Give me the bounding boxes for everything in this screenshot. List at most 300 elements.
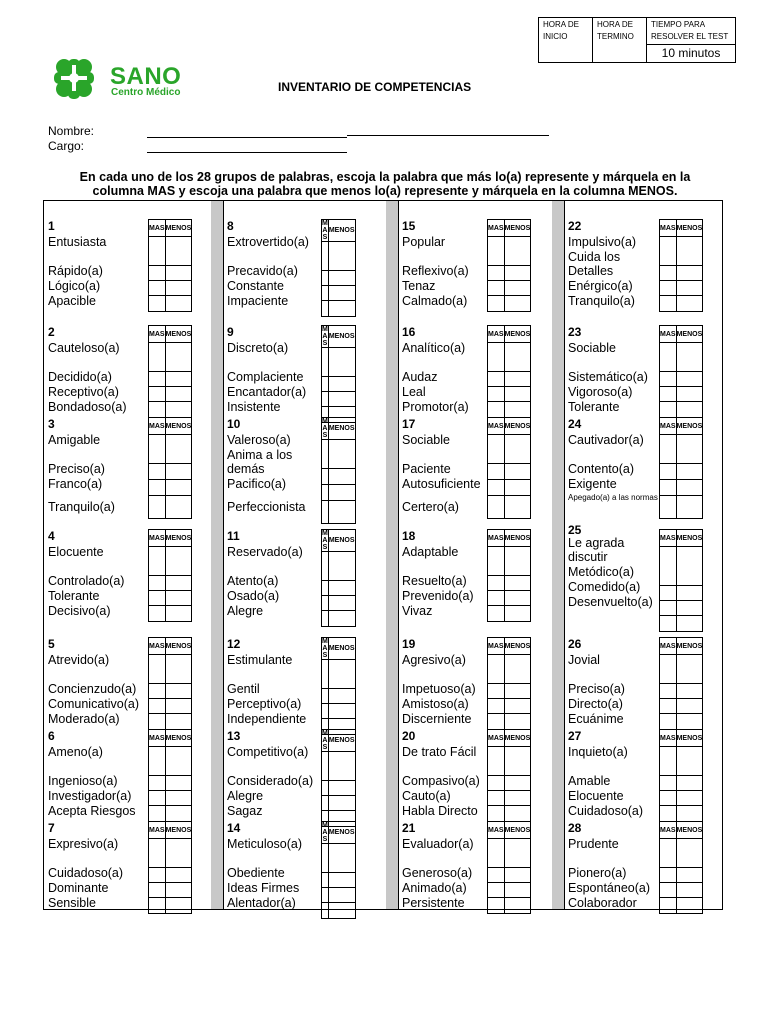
word-option: Ingenioso(a) xyxy=(48,774,118,788)
mas-checkbox[interactable] xyxy=(660,237,677,266)
word-option: Calmado(a) xyxy=(402,294,468,308)
menos-checkbox[interactable] xyxy=(165,606,192,622)
menos-checkbox[interactable] xyxy=(676,496,703,519)
mas-checkbox[interactable] xyxy=(149,281,166,296)
mas-header: MA S xyxy=(322,822,328,843)
mas-checkbox[interactable] xyxy=(322,392,329,407)
mas-checkbox[interactable] xyxy=(322,377,329,392)
menos-checkbox[interactable] xyxy=(328,781,355,796)
name-line-2[interactable] xyxy=(347,135,549,136)
answer-boxes xyxy=(148,637,192,730)
menos-checkbox[interactable] xyxy=(328,469,355,485)
menos-checkbox[interactable] xyxy=(676,586,703,601)
mas-header: MAS xyxy=(488,220,505,237)
group-number: 16 xyxy=(402,325,416,339)
mas-checkbox[interactable] xyxy=(149,496,166,519)
menos-checkbox[interactable] xyxy=(328,501,355,524)
menos-checkbox[interactable] xyxy=(504,496,531,519)
mas-checkbox[interactable] xyxy=(488,839,505,868)
word-option: Bondadoso(a) xyxy=(48,400,127,414)
menos-checkbox[interactable] xyxy=(676,699,703,714)
mas-checkbox[interactable] xyxy=(660,791,677,806)
menos-checkbox[interactable] xyxy=(504,747,531,776)
word-option: Espontáneo(a) xyxy=(568,881,651,895)
mas-checkbox[interactable] xyxy=(322,485,329,501)
answer-boxes xyxy=(321,821,356,919)
menos-checkbox[interactable] xyxy=(165,480,192,496)
menos-checkbox[interactable] xyxy=(328,552,355,581)
word-option: Apegado(a) a las normas xyxy=(568,493,658,502)
mas-checkbox[interactable] xyxy=(322,301,329,317)
menos-checkbox[interactable] xyxy=(676,898,703,914)
word-option: Decidido(a) xyxy=(48,370,112,384)
mas-checkbox[interactable] xyxy=(322,611,329,627)
menos-checkbox[interactable] xyxy=(328,271,355,286)
menos-checkbox[interactable] xyxy=(676,747,703,776)
mas-checkbox[interactable] xyxy=(488,747,505,776)
menos-header: MENOS xyxy=(676,418,703,435)
mas-checkbox[interactable] xyxy=(322,271,329,286)
menos-checkbox[interactable] xyxy=(165,714,192,730)
menos-checkbox[interactable] xyxy=(504,898,531,914)
word-option: Anima a los demás xyxy=(227,448,293,476)
word-option: Resuelto(a) xyxy=(402,574,467,588)
menos-checkbox[interactable] xyxy=(165,435,192,464)
menos-checkbox[interactable] xyxy=(676,791,703,806)
word-option: Tranquilo(a) xyxy=(48,500,115,514)
menos-checkbox[interactable] xyxy=(328,440,355,469)
word-option: Adaptable xyxy=(402,545,459,559)
menos-checkbox[interactable] xyxy=(328,581,355,596)
menos-checkbox[interactable] xyxy=(504,576,531,591)
mas-checkbox[interactable] xyxy=(149,576,166,591)
menos-checkbox[interactable] xyxy=(676,806,703,822)
mas-checkbox[interactable] xyxy=(149,464,166,480)
menos-checkbox[interactable] xyxy=(165,296,192,312)
mas-checkbox[interactable] xyxy=(322,286,329,301)
menos-checkbox[interactable] xyxy=(328,286,355,301)
menos-checkbox[interactable] xyxy=(676,714,703,730)
menos-checkbox[interactable] xyxy=(676,435,703,464)
mas-checkbox[interactable] xyxy=(322,873,329,888)
menos-checkbox[interactable] xyxy=(165,576,192,591)
mas-checkbox[interactable] xyxy=(149,372,166,387)
menos-checkbox[interactable] xyxy=(165,806,192,822)
mas-checkbox[interactable] xyxy=(322,796,329,811)
mas-checkbox[interactable] xyxy=(149,898,166,914)
menos-checkbox[interactable] xyxy=(676,684,703,699)
mas-checkbox[interactable] xyxy=(488,281,505,296)
word-option: Comunicativo(a) xyxy=(48,697,140,711)
word-option: Amable xyxy=(568,774,611,788)
mas-checkbox[interactable] xyxy=(149,791,166,806)
mas-checkbox[interactable] xyxy=(149,547,166,576)
mas-checkbox[interactable] xyxy=(660,387,677,402)
mas-checkbox[interactable] xyxy=(488,547,505,576)
mas-checkbox[interactable] xyxy=(322,469,329,485)
answer-boxes xyxy=(659,821,703,914)
word-option: Valeroso(a) xyxy=(227,433,291,447)
mas-checkbox[interactable] xyxy=(149,655,166,684)
menos-checkbox[interactable] xyxy=(504,655,531,684)
mas-checkbox[interactable] xyxy=(322,440,329,469)
end-time-cell[interactable] xyxy=(593,18,647,63)
menos-checkbox[interactable] xyxy=(676,281,703,296)
menos-checkbox[interactable] xyxy=(676,237,703,266)
word-option: Entusiasta xyxy=(48,235,107,249)
mas-header: MA S xyxy=(322,418,328,439)
group-number: 18 xyxy=(402,529,416,543)
mas-checkbox[interactable] xyxy=(660,402,677,418)
mas-checkbox[interactable] xyxy=(488,699,505,714)
mas-checkbox[interactable] xyxy=(322,844,329,873)
menos-checkbox[interactable] xyxy=(504,237,531,266)
mas-checkbox[interactable] xyxy=(660,547,677,586)
mas-checkbox[interactable] xyxy=(488,898,505,914)
menos-checkbox[interactable] xyxy=(328,348,355,377)
word-option: Sagaz xyxy=(227,804,263,818)
word-option: Elocuente xyxy=(568,789,624,803)
menos-checkbox[interactable] xyxy=(504,806,531,822)
answer-boxes xyxy=(148,821,192,914)
menos-checkbox[interactable] xyxy=(328,392,355,407)
menos-checkbox[interactable] xyxy=(504,402,531,418)
word-option: Alentador(a) xyxy=(227,896,296,910)
mas-checkbox[interactable] xyxy=(149,684,166,699)
mas-checkbox[interactable] xyxy=(149,776,166,791)
mas-checkbox[interactable] xyxy=(322,752,329,781)
mas-checkbox[interactable] xyxy=(660,839,677,868)
mas-checkbox[interactable] xyxy=(488,776,505,791)
menos-checkbox[interactable] xyxy=(165,747,192,776)
start-time-label: HORA DE INICIO xyxy=(543,20,580,41)
menos-checkbox[interactable] xyxy=(165,281,192,296)
mas-checkbox[interactable] xyxy=(149,699,166,714)
mas-header: MAS xyxy=(660,418,677,435)
mas-checkbox[interactable] xyxy=(149,237,166,266)
menos-checkbox[interactable] xyxy=(165,496,192,519)
word-option: Paciente xyxy=(402,462,451,476)
menos-header: MENOS xyxy=(504,530,531,547)
menos-checkbox[interactable] xyxy=(676,776,703,791)
mas-checkbox[interactable] xyxy=(660,435,677,464)
start-time-cell[interactable] xyxy=(539,18,593,63)
menos-checkbox[interactable] xyxy=(676,480,703,496)
mas-checkbox[interactable] xyxy=(488,591,505,606)
mas-checkbox[interactable] xyxy=(149,806,166,822)
menos-checkbox[interactable] xyxy=(328,888,355,903)
answer-boxes xyxy=(659,637,703,730)
word-option: Vigoroso(a) xyxy=(568,385,633,399)
menos-checkbox[interactable] xyxy=(328,796,355,811)
mas-checkbox[interactable] xyxy=(149,402,166,418)
mas-checkbox[interactable] xyxy=(660,714,677,730)
menos-checkbox[interactable] xyxy=(504,606,531,622)
mas-checkbox[interactable] xyxy=(322,501,329,524)
word-option: Animado(a) xyxy=(402,881,467,895)
mas-checkbox[interactable] xyxy=(660,266,677,281)
mas-checkbox[interactable] xyxy=(322,348,329,377)
menos-checkbox[interactable] xyxy=(676,601,703,616)
mas-checkbox[interactable] xyxy=(322,689,329,704)
word-option: Sistemático(a) xyxy=(568,370,648,384)
mas-checkbox[interactable] xyxy=(660,586,677,601)
word-option: Investigador(a) xyxy=(48,789,132,803)
answer-boxes xyxy=(321,325,356,423)
mas-checkbox[interactable] xyxy=(322,781,329,796)
mas-checkbox[interactable] xyxy=(322,596,329,611)
menos-checkbox[interactable] xyxy=(504,480,531,496)
mas-checkbox[interactable] xyxy=(488,883,505,898)
mas-checkbox[interactable] xyxy=(488,402,505,418)
mas-checkbox[interactable] xyxy=(322,704,329,719)
mas-checkbox[interactable] xyxy=(660,601,677,616)
menos-checkbox[interactable] xyxy=(165,372,192,387)
mas-checkbox[interactable] xyxy=(660,699,677,714)
menos-checkbox[interactable] xyxy=(676,547,703,586)
menos-checkbox[interactable] xyxy=(165,791,192,806)
mas-checkbox[interactable] xyxy=(149,839,166,868)
menos-checkbox[interactable] xyxy=(676,343,703,372)
menos-checkbox[interactable] xyxy=(504,714,531,730)
menos-checkbox[interactable] xyxy=(165,839,192,868)
group-number: 7 xyxy=(48,821,55,835)
menos-checkbox[interactable] xyxy=(328,596,355,611)
word-option: Independiente xyxy=(227,712,307,726)
menos-checkbox[interactable] xyxy=(676,372,703,387)
menos-checkbox[interactable] xyxy=(165,387,192,402)
menos-checkbox[interactable] xyxy=(165,547,192,576)
menos-checkbox[interactable] xyxy=(504,699,531,714)
menos-checkbox[interactable] xyxy=(504,547,531,576)
group-number: 24 xyxy=(568,417,582,431)
menos-checkbox[interactable] xyxy=(504,883,531,898)
mas-checkbox[interactable] xyxy=(322,660,329,689)
answer-boxes xyxy=(148,529,192,622)
mas-checkbox[interactable] xyxy=(488,296,505,312)
mas-checkbox[interactable] xyxy=(660,616,677,632)
mas-checkbox[interactable] xyxy=(322,581,329,596)
menos-checkbox[interactable] xyxy=(328,660,355,689)
mas-checkbox[interactable] xyxy=(149,435,166,464)
mas-checkbox[interactable] xyxy=(488,435,505,464)
menos-checkbox[interactable] xyxy=(328,485,355,501)
menos-checkbox[interactable] xyxy=(504,464,531,480)
mas-checkbox[interactable] xyxy=(488,387,505,402)
mas-checkbox[interactable] xyxy=(149,387,166,402)
answer-boxes xyxy=(487,821,531,914)
menos-header: MENOS xyxy=(328,418,355,440)
mas-checkbox[interactable] xyxy=(149,714,166,730)
menos-checkbox[interactable] xyxy=(165,868,192,883)
mas-checkbox[interactable] xyxy=(488,806,505,822)
mas-checkbox[interactable] xyxy=(660,776,677,791)
mas-checkbox[interactable] xyxy=(488,496,505,519)
menos-checkbox[interactable] xyxy=(676,616,703,632)
menos-checkbox[interactable] xyxy=(165,655,192,684)
mas-checkbox[interactable] xyxy=(149,747,166,776)
name-line-1[interactable] xyxy=(147,137,347,138)
menos-checkbox[interactable] xyxy=(504,684,531,699)
mas-checkbox[interactable] xyxy=(660,868,677,883)
word-option: Considerado(a) xyxy=(227,774,314,788)
mas-header: MAS xyxy=(149,822,166,839)
group-number: 13 xyxy=(227,729,241,743)
mas-checkbox[interactable] xyxy=(660,806,677,822)
menos-checkbox[interactable] xyxy=(165,237,192,266)
word-option: Jovial xyxy=(568,653,600,667)
mas-checkbox[interactable] xyxy=(660,898,677,914)
menos-checkbox[interactable] xyxy=(165,776,192,791)
mas-checkbox[interactable] xyxy=(660,343,677,372)
mas-checkbox[interactable] xyxy=(488,714,505,730)
menos-checkbox[interactable] xyxy=(165,266,192,281)
menos-checkbox[interactable] xyxy=(328,873,355,888)
menos-checkbox[interactable] xyxy=(504,281,531,296)
menos-checkbox[interactable] xyxy=(504,372,531,387)
mas-checkbox[interactable] xyxy=(660,747,677,776)
menos-checkbox[interactable] xyxy=(165,343,192,372)
menos-checkbox[interactable] xyxy=(165,591,192,606)
menos-checkbox[interactable] xyxy=(328,752,355,781)
mas-checkbox[interactable] xyxy=(660,281,677,296)
column-line xyxy=(223,201,224,909)
mas-checkbox[interactable] xyxy=(488,576,505,591)
mas-checkbox[interactable] xyxy=(488,372,505,387)
word-option: Prevenido(a) xyxy=(402,589,474,603)
menos-checkbox[interactable] xyxy=(504,776,531,791)
mas-checkbox[interactable] xyxy=(488,655,505,684)
word-option: Autosuficiente xyxy=(402,477,481,491)
mas-header: MA S xyxy=(322,730,328,751)
mas-checkbox[interactable] xyxy=(660,372,677,387)
word-option: Enérgico(a) xyxy=(568,279,633,293)
answer-boxes xyxy=(487,637,531,730)
mas-header: MAS xyxy=(660,822,677,839)
menos-checkbox[interactable] xyxy=(676,883,703,898)
competency-grid xyxy=(43,200,723,910)
menos-checkbox[interactable] xyxy=(676,655,703,684)
menos-checkbox[interactable] xyxy=(165,898,192,914)
word-option: Metódico(a) xyxy=(568,565,634,579)
menos-checkbox[interactable] xyxy=(504,266,531,281)
group-number: 4 xyxy=(48,529,55,543)
menos-checkbox[interactable] xyxy=(165,699,192,714)
mas-header: MAS xyxy=(149,326,166,343)
mas-checkbox[interactable] xyxy=(660,655,677,684)
mas-checkbox[interactable] xyxy=(149,883,166,898)
menos-checkbox[interactable] xyxy=(504,296,531,312)
menos-checkbox[interactable] xyxy=(165,402,192,418)
menos-header: MENOS xyxy=(165,730,192,747)
menos-checkbox[interactable] xyxy=(328,689,355,704)
mas-checkbox[interactable] xyxy=(660,684,677,699)
mas-checkbox[interactable] xyxy=(488,684,505,699)
group-number: 23 xyxy=(568,325,582,339)
mas-checkbox[interactable] xyxy=(322,552,329,581)
menos-checkbox[interactable] xyxy=(676,868,703,883)
mas-checkbox[interactable] xyxy=(322,888,329,903)
menos-checkbox[interactable] xyxy=(328,301,355,317)
menos-checkbox[interactable] xyxy=(504,387,531,402)
mas-checkbox[interactable] xyxy=(149,591,166,606)
menos-checkbox[interactable] xyxy=(328,611,355,627)
word-option: Dominante xyxy=(48,881,109,895)
mas-checkbox[interactable] xyxy=(149,868,166,883)
menos-checkbox[interactable] xyxy=(504,591,531,606)
word-option: Impulsivo(a) xyxy=(568,235,637,249)
menos-checkbox[interactable] xyxy=(165,684,192,699)
answer-boxes xyxy=(321,417,356,524)
mas-checkbox[interactable] xyxy=(488,868,505,883)
menos-checkbox[interactable] xyxy=(328,704,355,719)
menos-checkbox[interactable] xyxy=(504,791,531,806)
mas-checkbox[interactable] xyxy=(488,266,505,281)
menos-checkbox[interactable] xyxy=(676,402,703,418)
position-line[interactable] xyxy=(147,152,347,153)
mas-checkbox[interactable] xyxy=(149,296,166,312)
menos-checkbox[interactable] xyxy=(328,844,355,873)
word-option: Evaluador(a) xyxy=(402,837,474,851)
menos-checkbox[interactable] xyxy=(328,242,355,271)
mas-header: MAS xyxy=(660,220,677,237)
mas-checkbox[interactable] xyxy=(488,791,505,806)
menos-header: MENOS xyxy=(165,638,192,655)
menos-checkbox[interactable] xyxy=(328,377,355,392)
menos-checkbox[interactable] xyxy=(676,296,703,312)
mas-checkbox[interactable] xyxy=(149,266,166,281)
word-option: Reflexivo(a) xyxy=(402,264,469,278)
word-option: Reservado(a) xyxy=(227,545,303,559)
mas-checkbox[interactable] xyxy=(660,883,677,898)
mas-checkbox[interactable] xyxy=(488,464,505,480)
mas-header: MAS xyxy=(488,638,505,655)
mas-checkbox[interactable] xyxy=(488,343,505,372)
answer-boxes xyxy=(148,729,192,822)
mas-checkbox[interactable] xyxy=(488,480,505,496)
mas-checkbox[interactable] xyxy=(149,480,166,496)
mas-checkbox[interactable] xyxy=(149,606,166,622)
menos-checkbox[interactable] xyxy=(676,387,703,402)
word-option: Persistente xyxy=(402,896,465,910)
menos-checkbox[interactable] xyxy=(165,883,192,898)
menos-checkbox[interactable] xyxy=(504,868,531,883)
menos-checkbox[interactable] xyxy=(676,464,703,480)
menos-checkbox[interactable] xyxy=(504,839,531,868)
mas-checkbox[interactable] xyxy=(322,903,329,919)
mas-header: MAS xyxy=(488,326,505,343)
menos-checkbox[interactable] xyxy=(328,903,355,919)
word-option: Moderado(a) xyxy=(48,712,120,726)
word-option: Alegre xyxy=(227,604,264,618)
mas-checkbox[interactable] xyxy=(488,606,505,622)
mas-checkbox[interactable] xyxy=(322,242,329,271)
mas-checkbox[interactable] xyxy=(660,480,677,496)
word-option: Elocuente xyxy=(48,545,104,559)
menos-checkbox[interactable] xyxy=(504,343,531,372)
mas-checkbox[interactable] xyxy=(488,237,505,266)
menos-checkbox[interactable] xyxy=(165,464,192,480)
menos-checkbox[interactable] xyxy=(504,435,531,464)
mas-checkbox[interactable] xyxy=(149,343,166,372)
mas-checkbox[interactable] xyxy=(660,296,677,312)
word-option: Leal xyxy=(402,385,426,399)
mas-checkbox[interactable] xyxy=(660,496,677,519)
menos-checkbox[interactable] xyxy=(676,839,703,868)
menos-checkbox[interactable] xyxy=(676,266,703,281)
group-number: 11 xyxy=(227,529,240,543)
mas-checkbox[interactable] xyxy=(660,464,677,480)
